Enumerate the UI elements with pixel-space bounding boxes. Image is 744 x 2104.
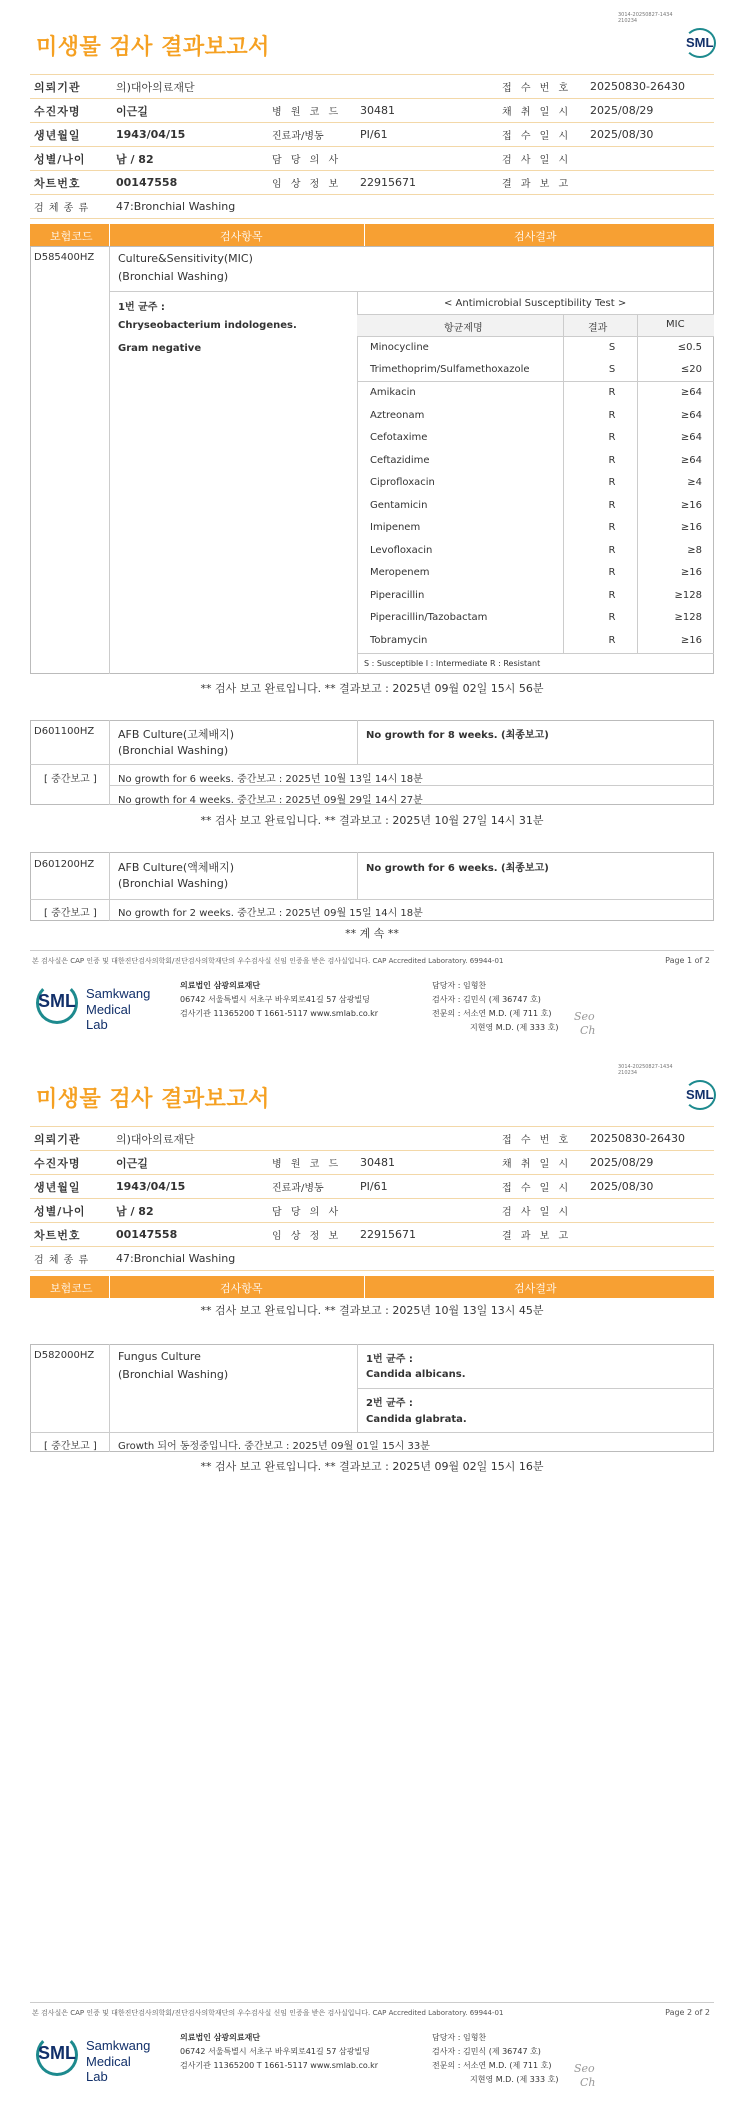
drug-result: R <box>608 387 616 398</box>
report-complete-2: ** 검사 보고 완료입니다. ** 결과보고 : 2025년 10월 27일 14시 31분 <box>200 814 544 827</box>
drug-mic: ≥64 <box>680 454 702 466</box>
drug-result: R <box>608 432 616 443</box>
drug-name: Tobramycin <box>370 634 428 646</box>
fungus-strain-2: Candida glabrata. <box>366 1414 467 1425</box>
drug-name: Amikacin <box>370 387 416 398</box>
report-page-1: 3014-20250827-1434 210234 SML 미생물 검사 결과보고서 의뢰기관 의)대아의료재단 접 수 번 호 20250830-26430 수진자명 이근길 병 원 코 드 30481 채 취 일 시 2025/08/29 생년월일 1943/04/15 진료과/병동 PI/61 접 수 일 시 2025/08/30 성별/나이 남 / 82 담 당 의 사 검 사 일 시 차트번호 00147558 임 상 정 보 22915671 결 과 보 고 검 체 종 류 47:Bronchial Washing 보험코드 검사항목 검사결과 D585400HZ Culture&Sensitivity(MIC) (Bronchial Washing) 1번 균주 : Chryseobacterium indologenes. Gram negative < Antimicrobial Susceptibility Test > 항균제명 결과 MIC Minocycline S ≤0.5 Trimethoprim/Sulfamethoxazole S ≤20 Amikacin R ≥64 Aztreonam R ≥64 Cefotaxime R ≥64 Ceftazidime R ≥64 Ciprofloxacin R ≥4 Gentamicin R ≥16 Imipenem R ≥16 Levofloxacin R ≥8 Meropenem R ≥16 Piperacillin R ≥128 Piperacillin/Tazobactam R ≥128 Tobramycin R ≥16 S : Susceptible I : Intermediate R : Resistant ** 검사 보고 완료입니다. ** 결과보고 : 2025년 09월 02일 15시 56분 D601100HZ AFB Culture(고체배지) (Bronchial Washing) No growth for 8 weeks. (최종보고) [ 중간보고 ] No growth for 6 weeks. 중간보고 : 2025년 10월 13일 14시 18분 No growth for 4 weeks. 중간보고 : 2025년 09월 29일 14시 27분 ** 검사 보고 완료입니다. ** 결과보고 : 2025년 10월 27일 14시 31분 D601200HZ AFB Culture(액체배지) (Bronchial Washing) No growth for 6 weeks. (최종보고) [ 중간보고 ] No growth for 2 weeks. 중간보고 : 2025년 09월 15일 14시 18분 ** 계 속 ** 본 검사실은 CAP 인증 및 대한진단검사의학회/진단검사의학재단의 우수검사실 신임 인증을 받은 검사실입니다. CAP Accredited Laboratory. 69944-01 Page 1 of 2 SML Samkwang Medical Lab 의료법인 삼광의료재단 06742 서울특별시 서초구 바우뫼로41길 57 삼광빌딩 검사기관 11365200 T 1661-5117 www.smlab.co.kr 담당자 : 임형찬 검사자 : 김민식 (제 36747 호) 전문의 : 서소연 M.D. (제 711 호) 지현영 M.D. (제 333 호) Seo Ch <box>0 0 744 1052</box>
top-code: 3014-20250827-1434 210234 <box>618 12 673 24</box>
drug-result: R <box>608 544 616 556</box>
drug-name: Piperacillin/Tazobactam <box>370 612 488 623</box>
ast-row <box>364 585 714 607</box>
gram-stain: Gram negative <box>118 343 202 354</box>
drug-mic: ≥16 <box>680 567 702 578</box>
afb-liquid-result: No growth for 6 weeks. (최종보고) <box>366 863 549 874</box>
sml-logo-icon: SML <box>684 28 718 58</box>
page-number: Page 2 of 2 <box>665 2008 710 2017</box>
samkwang-logo-icon: SML Samkwang Medical Lab <box>36 980 156 1026</box>
drug-mic: ≥64 <box>680 387 702 398</box>
ast-row <box>364 495 714 517</box>
ast-row <box>364 630 714 652</box>
afb-solid-result: No growth for 8 weeks. (최종보고) <box>366 730 549 741</box>
drug-result: R <box>608 634 616 646</box>
signature-2: Ch <box>580 1024 596 1037</box>
report-title: 미생물 검사 결과보고서 <box>36 1087 270 1112</box>
organism-name: Chryseobacterium indologenes. <box>118 320 297 331</box>
col-mic: MIC <box>666 319 685 330</box>
report-complete-top: ** 검사 보고 완료입니다. ** 결과보고 : 2025년 10월 13일 13시 45분 <box>200 1304 544 1317</box>
drug-name: Aztreonam <box>370 409 425 421</box>
ast-row <box>364 540 714 562</box>
result-header-bar: 보험코드 검사항목 검사결과 <box>30 1276 714 1298</box>
ast-row <box>364 562 714 584</box>
drug-mic: ≥128 <box>674 612 702 623</box>
drug-mic: ≥64 <box>680 432 702 443</box>
ast-row <box>364 359 714 381</box>
drug-name: Meropenem <box>370 567 430 578</box>
signature-1: Seo <box>574 2062 595 2075</box>
samkwang-logo-icon: SML Samkwang Medical Lab <box>36 2032 156 2078</box>
continue-note: ** 계 속 ** <box>345 927 399 940</box>
ast-row <box>364 382 714 404</box>
ast-title: < Antimicrobial Susceptibility Test > <box>444 298 627 309</box>
drug-result: R <box>608 477 616 488</box>
col-result: 결과 <box>588 323 608 334</box>
test-specimen: (Bronchial Washing) <box>118 270 229 283</box>
patient-info-table: 의뢰기관 의)대아의료재단 접 수 번 호 20250830-26430 수진자명 이근길 병 원 코 드 30481 채 취 일 시 2025/08/29 생년월일 1943/04/15 진료과/병동 PI/61 접 수 일 시 2025/08/30 성별/나이 남 / 82 담 당 의 사 검 사 일 시 차트번호 00147558 임 상 정 보 22915671 결 과 보 고 검 체 종 류 47:Bronchial Washing <box>30 1126 714 1271</box>
report-page-2: 3014-20250827-1434 210234 SML 미생물 검사 결과보고서 의뢰기관 의)대아의료재단 접 수 번 호 20250830-26430 수진자명 이근길 병 원 코 드 30481 채 취 일 시 2025/08/29 생년월일 1943/04/15 진료과/병동 PI/61 접 수 일 시 2025/08/30 성별/나이 남 / 82 담 당 의 사 검 사 일 시 차트번호 00147558 임 상 정 보 22915671 결 과 보 고 검 체 종 류 47:Bronchial Washing 보험코드 검사항목 검사결과 ** 검사 보고 완료입니다. ** 결과보고 : 2025년 10월 13일 13시 45분 D582000HZ Fungus Culture (Bronchial Washing) 1번 균주 : Candida albicans. 2번 균주 : Candida glabrata. [ 중간보고 ] Growth 되어 동정중입니다. 중간보고 : 2025년 09월 01일 15시 33분 ** 검사 보고 완료입니다. ** 결과보고 : 2025년 09월 02일 15시 16분 본 검사실은 CAP 인증 및 대한진단검사의학회/진단검사의학재단의 우수검사실 신임 인증을 받은 검사실입니다. CAP Accredited Laboratory. 69944-01 Page 2 of 2 SML Samkwang Medical Lab 의료법인 삼광의료재단 06742 서울특별시 서초구 바우뫼로41길 57 삼광빌딩 검사기관 11365200 T 1661-5117 www.smlab.co.kr 담당자 : 임형찬 검사자 : 김민식 (제 36747 호) 전문의 : 서소연 M.D. (제 711 호) 지현영 M.D. (제 333 호) Seo Ch <box>0 1052 744 2104</box>
drug-mic: ≥64 <box>680 409 702 421</box>
report-complete-1: ** 검사 보고 완료입니다. ** 결과보고 : 2025년 09월 02일 15시 56분 <box>200 682 544 695</box>
fungus-strain-1: Candida albicans. <box>366 1369 466 1380</box>
page-number: Page 1 of 2 <box>665 956 710 965</box>
drug-result: S <box>608 342 616 353</box>
ast-row <box>364 337 714 359</box>
drug-result: R <box>608 589 616 601</box>
ast-row <box>364 427 714 449</box>
drug-name: Cefotaxime <box>370 432 428 443</box>
drug-name: Trimethoprim/Sulfamethoxazole <box>370 364 530 375</box>
ast-row <box>364 472 714 494</box>
drug-result: R <box>608 499 616 511</box>
test-code: D585400HZ <box>34 252 95 263</box>
drug-result: R <box>608 409 616 421</box>
drug-result: S <box>608 364 616 375</box>
ast-row <box>364 607 714 629</box>
drug-result: R <box>608 454 616 466</box>
cap-cert: 본 검사실은 CAP 인증 및 대한진단검사의학회/진단검사의학재단의 우수검사실 신임 인증을 받은 검사실입니다. CAP Accredited Laboratory. 69944-01 <box>32 957 504 965</box>
ast-row <box>364 405 714 427</box>
drug-mic: ≥4 <box>687 477 702 488</box>
patient-info-table: 의뢰기관 의)대아의료재단 접 수 번 호 20250830-26430 수진자명 이근길 병 원 코 드 30481 채 취 일 시 2025/08/29 생년월일 1943/04/15 진료과/병동 PI/61 접 수 일 시 2025/08/30 성별/나이 남 / 82 담 당 의 사 검 사 일 시 차트번호 00147558 임 상 정 보 22915671 결 과 보 고 검 체 종 류 47:Bronchial Washing <box>30 74 714 219</box>
cap-cert: 본 검사실은 CAP 인증 및 대한진단검사의학회/진단검사의학재단의 우수검사실 신임 인증을 받은 검사실입니다. CAP Accredited Laboratory. 69944-01 <box>32 2009 504 2017</box>
ast-row <box>364 517 714 539</box>
drug-mic: ≥16 <box>680 499 702 511</box>
drug-mic: ≥16 <box>680 522 702 533</box>
drug-mic: ≥16 <box>680 634 702 646</box>
drug-result: R <box>608 567 616 578</box>
drug-mic: ≤0.5 <box>677 342 702 353</box>
ast-legend: S : Susceptible I : Intermediate R : Resistant <box>364 659 541 668</box>
report-title: 미생물 검사 결과보고서 <box>36 35 270 60</box>
col-drug: 항균제명 <box>444 323 483 334</box>
report-complete-fungus: ** 검사 보고 완료입니다. ** 결과보고 : 2025년 09월 02일 15시 16분 <box>200 1460 544 1473</box>
drug-name: Gentamicin <box>370 499 428 511</box>
drug-result: R <box>608 522 616 533</box>
drug-name: Imipenem <box>370 522 421 533</box>
drug-name: Minocycline <box>370 342 429 353</box>
drug-name: Ceftazidime <box>370 454 430 466</box>
sml-logo-icon: SML <box>684 1080 718 1110</box>
signature-2: Ch <box>580 2076 596 2089</box>
drug-name: Ciprofloxacin <box>370 477 435 488</box>
drug-mic: ≥8 <box>687 544 702 556</box>
drug-mic: ≥128 <box>674 589 702 601</box>
signature-1: Seo <box>574 1010 595 1023</box>
ast-row <box>364 450 714 472</box>
drug-name: Piperacillin <box>370 589 425 601</box>
drug-mic: ≤20 <box>680 364 702 375</box>
drug-result: R <box>608 612 616 623</box>
test-name: Culture&Sensitivity(MIC) <box>118 252 253 265</box>
result-header-bar: 보험코드 검사항목 검사결과 <box>30 224 714 246</box>
drug-name: Levofloxacin <box>370 544 433 556</box>
